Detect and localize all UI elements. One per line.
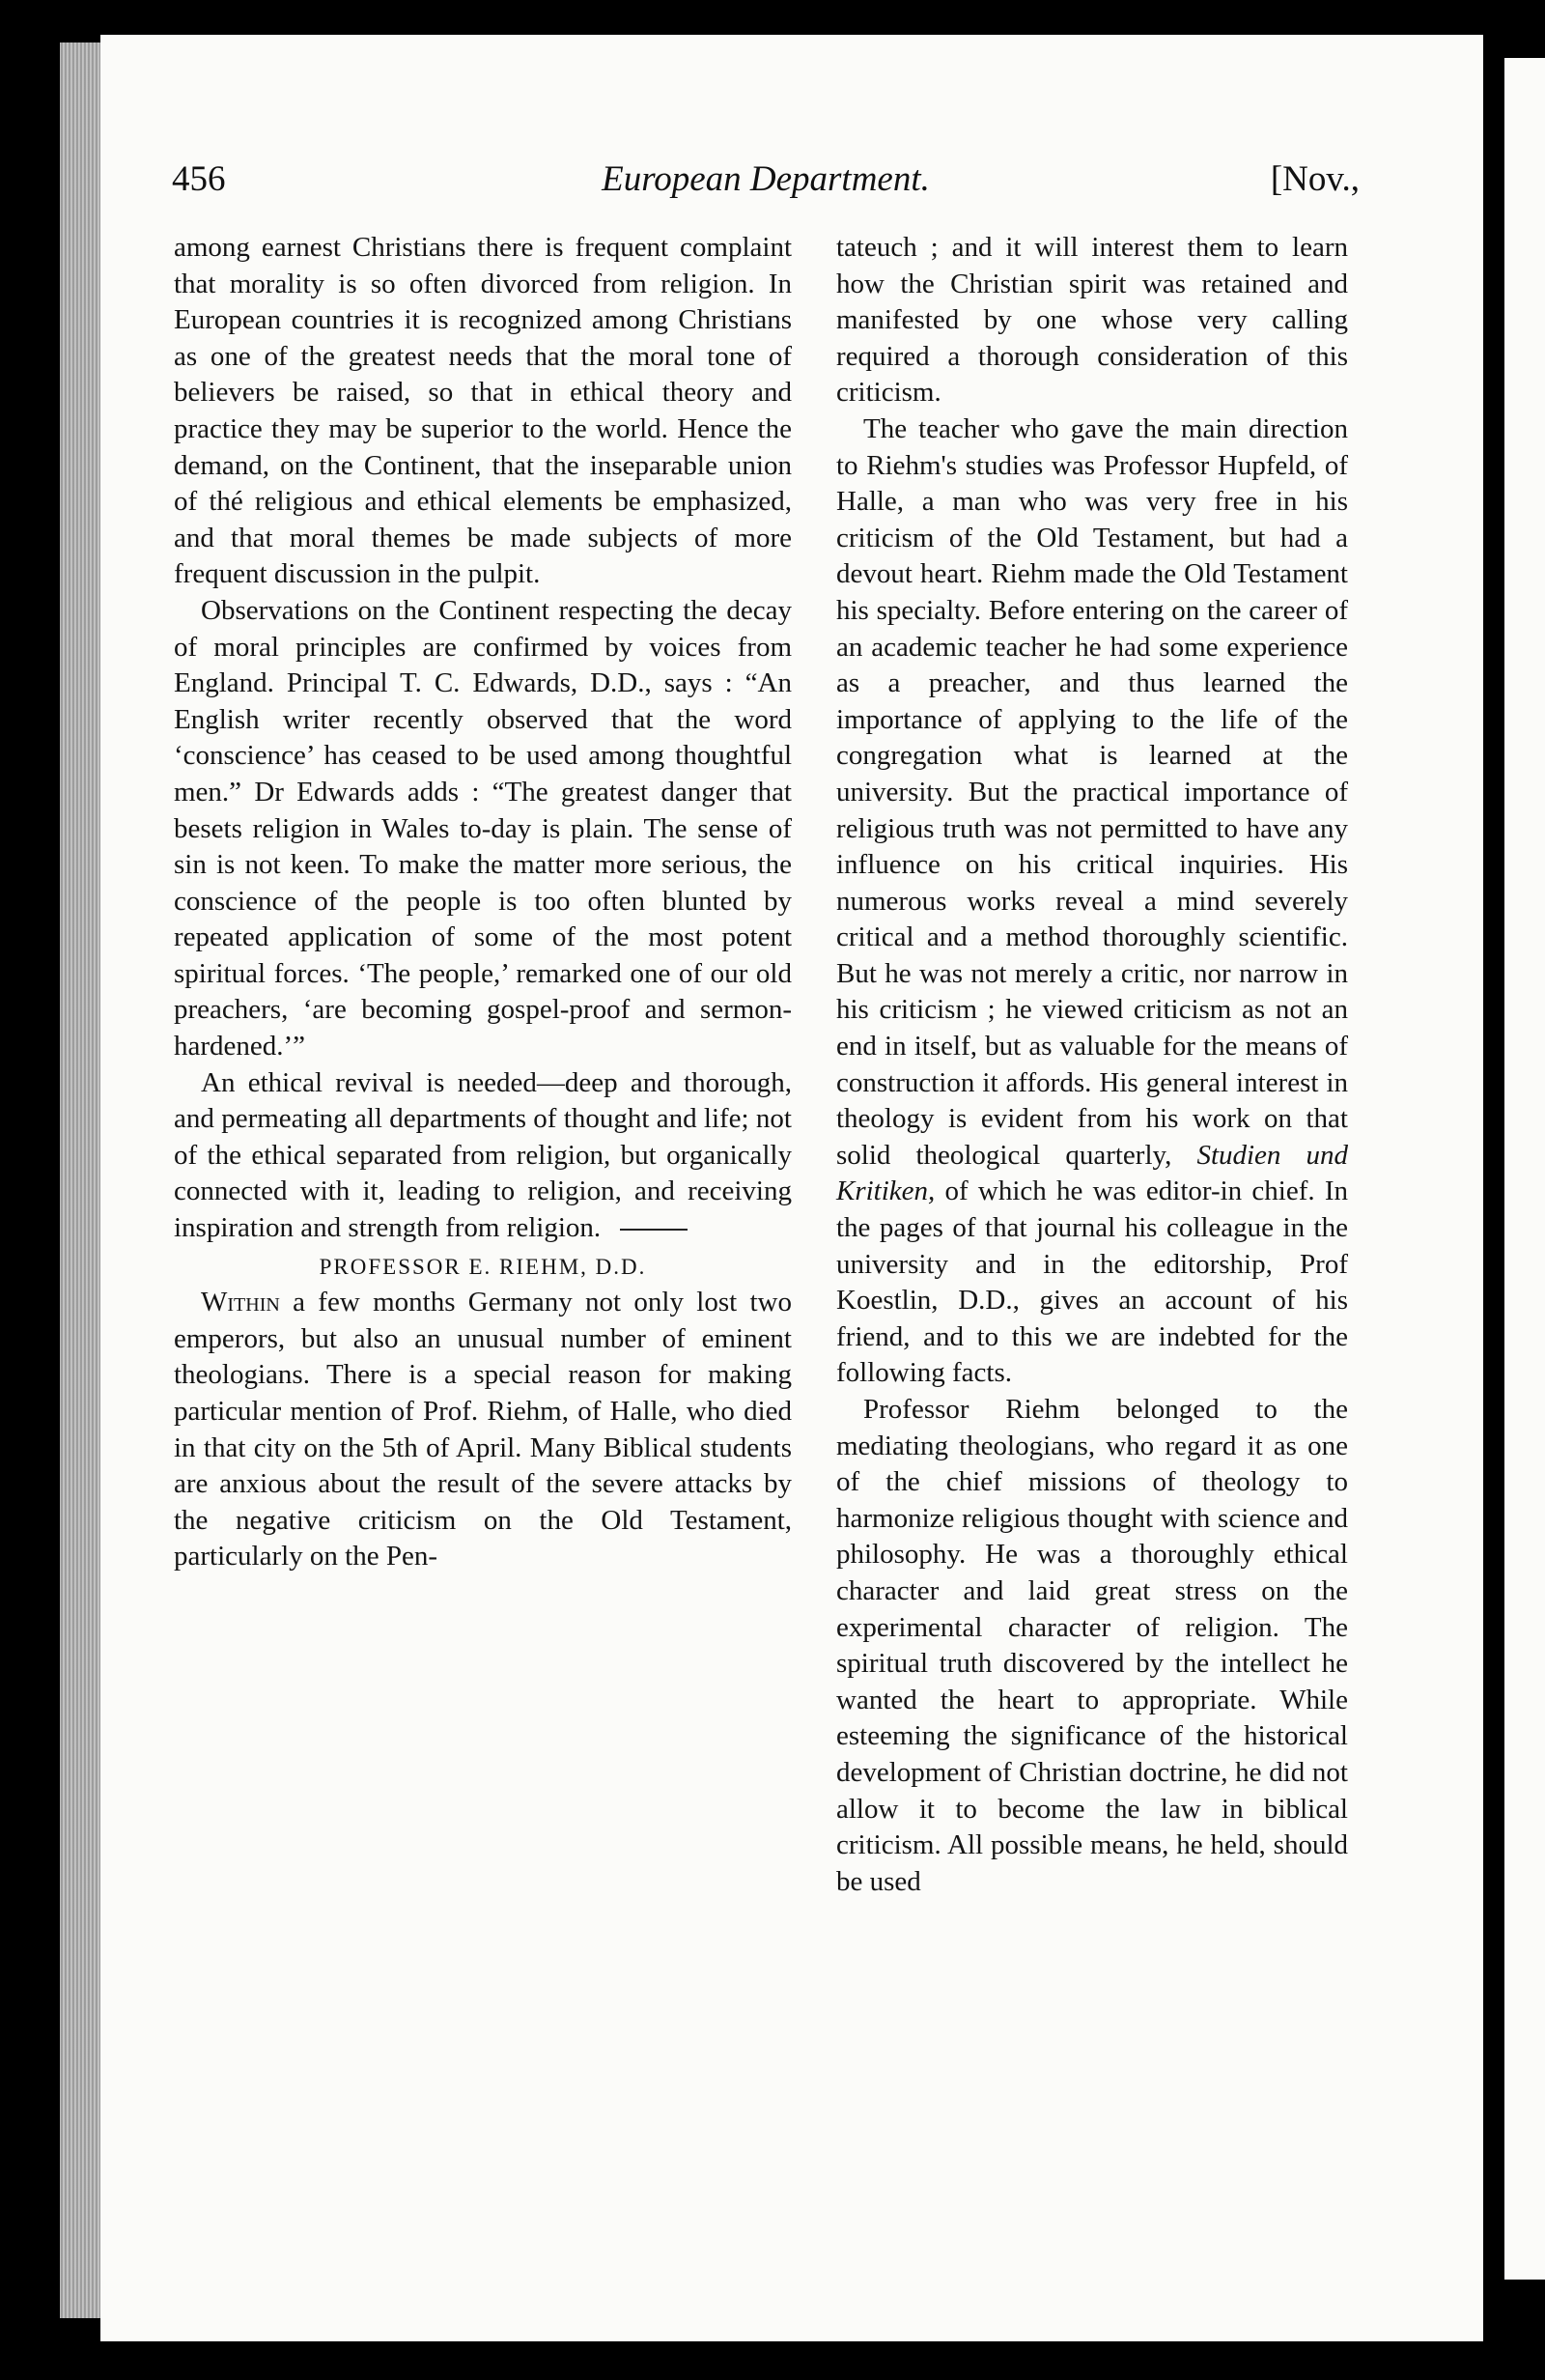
section-rule	[620, 1229, 688, 1231]
paragraph	[174, 1065, 792, 1247]
paragraph: tateuch ; and it will interest them to learn how the Christian spirit was retained and manifested by one whose very calling required a thorough consideration of this criticism.	[836, 232, 1348, 409]
running-header	[172, 158, 1360, 207]
paragraph-text: The teacher who gave the main direction to Riehm's studies was Professor Hupfeld, of Halle, a man who was very free in his criticism of the Old Testament, but had a devout heart. Riehm made the Old Testament his specialty. Before entering on the career of an academic teacher he had some experience as a preacher, and thus learned the importance of applying to the life of the congregation what is learned at the university. But the practical importance of religious truth was not permitted to have any influence on his critical inquiries. His numerous works reveal a mind severely critical and a method thoroughly scientific. But he was not merely a critic, nor narrow in his criticism ; he viewed criticism as not an end in itself, but as valuable for the means of construction it affords. His general interest in theology is evident from his work on that solid theological quarterly,	[836, 412, 1348, 1171]
book-page-edges	[60, 42, 102, 2318]
paragraph: Professor Riehm belonged to the mediating theologians, who regard it as one of the chief missions of theology to harmonize religious thought with science and philosophy. He was a thoroughly ethical character and laid great stress on the experimental character of religion. The spiritual truth discovered by the intellect he wanted the heart to appropriate. While esteeming the significance of the historical development of Christian doctrine, he did not allow it to become the law in biblical criticism. All possible means, he held, should be used	[836, 1394, 1348, 1897]
facing-page-edge	[1504, 58, 1545, 2280]
paragraph	[836, 411, 1348, 1392]
left-column	[174, 230, 792, 2162]
running-title: European Department.	[602, 159, 930, 199]
paragraph: among earnest Christians there is frequent complaint that morality is so often divorced from religion. In European countries it is recognized among Christians as one of the greatest needs that the moral tone of believers be raised, so that in ethical theory and practice they may be superior to the world. Hence the demand, on the Continent, that the inseparable union of thé religious and ethical elements be emphasized, and that moral themes be made subjects of more frequent discussion in the pulpit.	[174, 232, 792, 590]
page-number: 456	[172, 159, 226, 199]
paragraph	[174, 1285, 792, 1575]
right-column	[836, 230, 1348, 2162]
paragraph-text: of which he was editor-in chief. In the pages of that journal his colleague in the university and in the editorship, Prof Koestlin, D.D., gives an account of his friend, and to this we are indebted for the following facts.	[836, 1176, 1348, 1389]
header-month: [Nov.,	[1270, 159, 1360, 199]
paragraph-text: An ethical revival is needed—deep and thorough, and permeating all departments of thought and life; not of the ethical separated from religion, but organically connected with it, leading to religion, and receiving inspiration and strength from religion.	[174, 1066, 792, 1244]
journal-title: Studien und Kritiken,	[836, 1139, 1348, 1207]
lead-word: Within	[201, 1287, 280, 1318]
paragraph: Observations on the Continent respecting the decay of moral principles are confirmed by voices from England. Principal T. C. Edwards, D.D., says : “An English writer recently observed that the word ‘conscience’ has ceased to be used among thoughtful men.” Dr Edwards adds : “The greatest danger that besets religion in Wales to-day is plain. The sense of sin is not keen. To make the matter more serious, the conscience of the people is too often blunted by repeated application of some of the most potent spiritual forces. ‘The people,’ remarked one of our old preachers, ‘are becoming gospel-proof and sermon-hardened.’”	[174, 594, 792, 1062]
paragraph-text: a few months Germany not only lost two emperors, but also an unusual number of eminent theologians. There is a special reason for making particular mention of Prof. Riehm, of Halle, who died in that city on the 5th of April. Many Biblical students are anxious about the result of the severe attacks by the negative criticism on the Old Testament, particularly on the Pen-	[174, 1287, 792, 1572]
section-heading: PROFESSOR E. RIEHM, D.D.	[319, 1254, 647, 1279]
